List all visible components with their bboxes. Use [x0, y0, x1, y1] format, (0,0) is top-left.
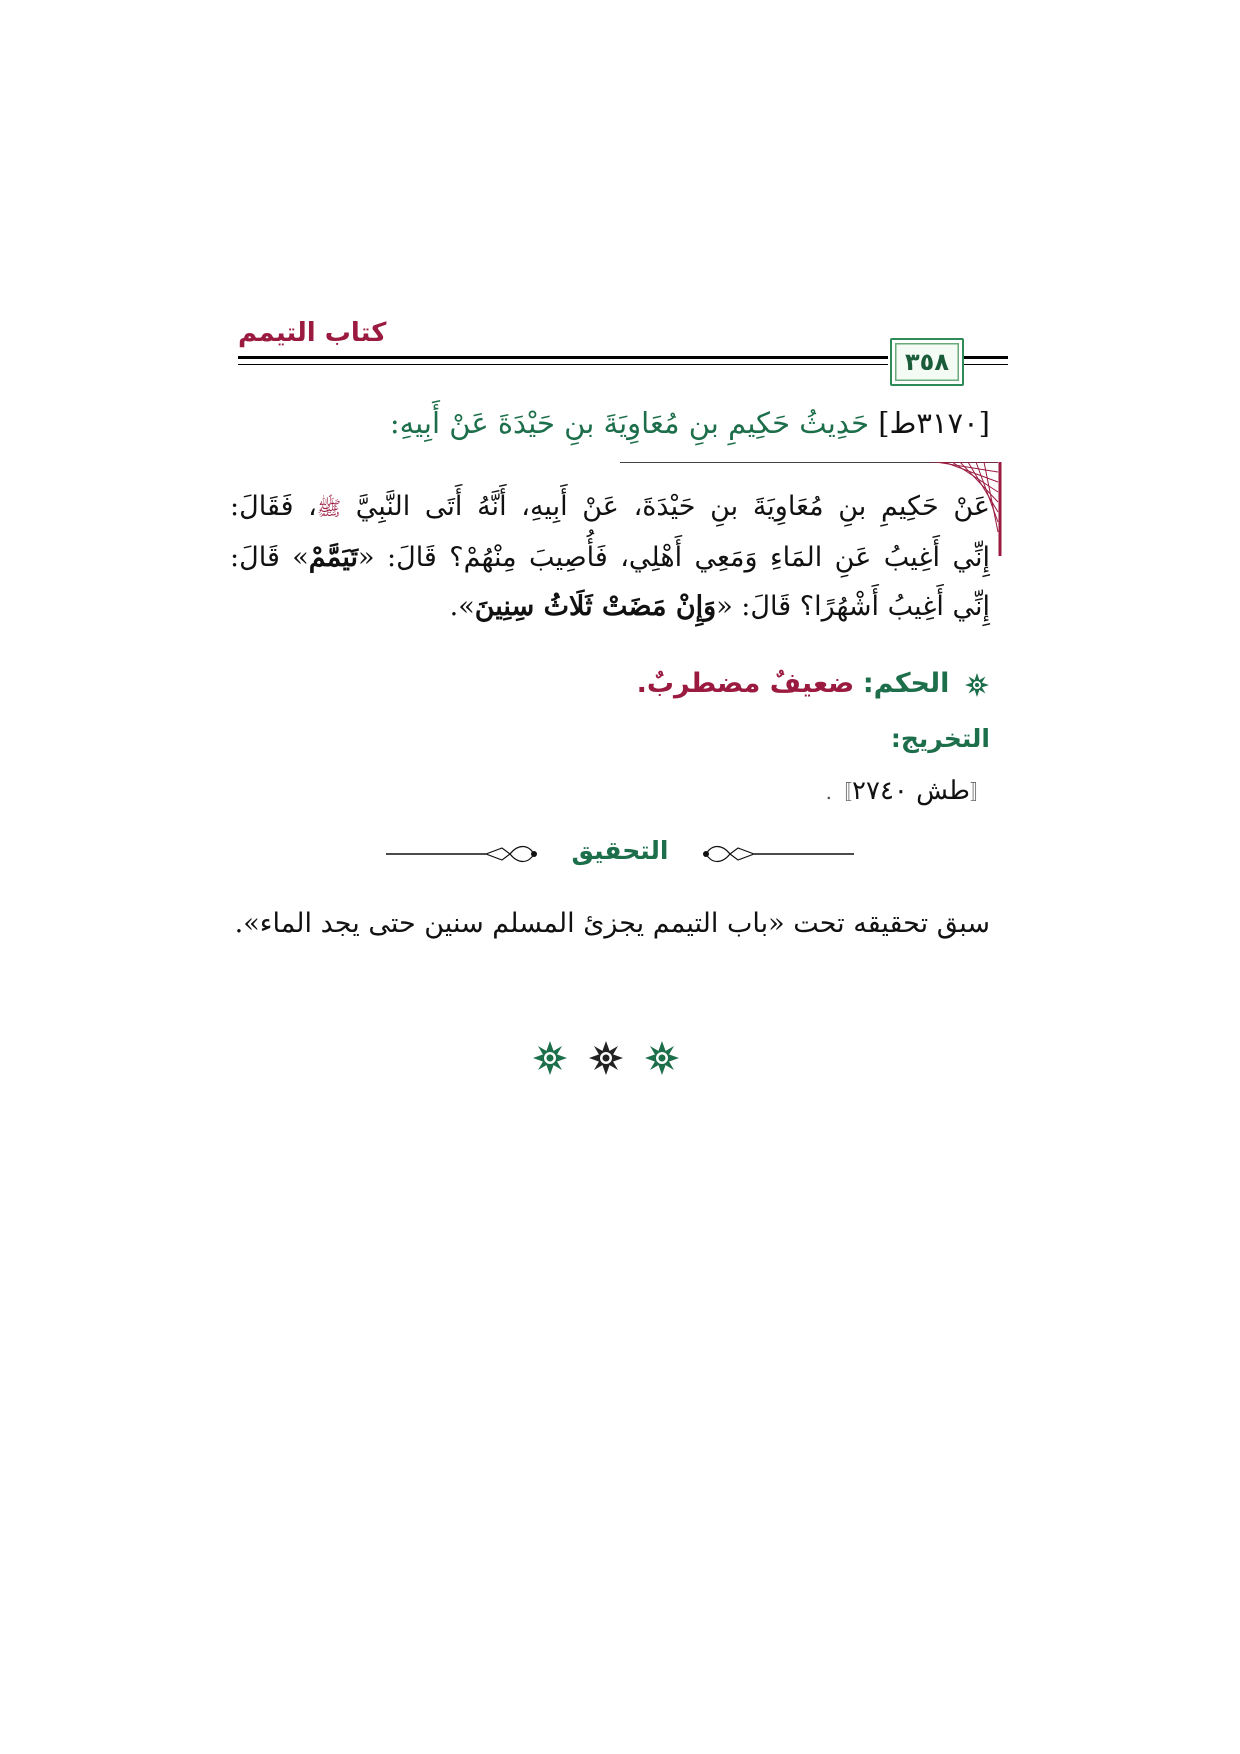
header-rule-bottom — [238, 364, 888, 365]
header-rule-top — [238, 356, 888, 359]
tahqiq-text: سبق تحقيقه تحت «باب التيمم يجزئ المسلم سنين حتى يجد الماء». — [234, 908, 990, 939]
hadith-line — [230, 582, 990, 631]
hadith-segment: ، فَقَالَ: — [230, 491, 317, 522]
hadith-segment: عَنْ حَكِيمِ بنِ مُعَاوِيَةَ بنِ حَيْدَةَ، عَنْ أَبِيهِ، أَنَّهُ أَتَى النَّبِيَّ — [341, 491, 990, 522]
prophet-speech: تَيَمَّمْ — [308, 542, 359, 573]
tahqiq-label: التحقيق — [571, 836, 669, 865]
hadith-segment: إِنِّي أَغِيبُ أَشْهُرًا؟ قَالَ: « — [716, 591, 990, 622]
prophet-speech: وَإِنْ مَضَتْ ثَلَاثُ سِنِينَ — [474, 591, 717, 622]
hadith-line — [230, 482, 990, 533]
hadith-title: حَدِيثُ حَكِيمِ بنِ مُعَاوِيَةَ بنِ حَيْدَةَ عَنْ أَبِيهِ: — [389, 406, 869, 440]
ornament-star-icon — [645, 1041, 679, 1075]
hadith-segment: » قَالَ: — [230, 542, 309, 573]
takhrij-source: طش ٢٧٤٠ — [852, 776, 970, 806]
header-rule-right-top — [964, 356, 1008, 359]
page-header — [238, 318, 1008, 386]
salutation-glyph: ﷺ — [316, 496, 342, 520]
page-number: ٣٥٨ — [905, 348, 949, 376]
ruling-line — [637, 668, 990, 699]
hadith-heading — [390, 406, 990, 440]
bracket-open: 〚 — [970, 780, 990, 804]
ornament-star-icon — [533, 1041, 567, 1075]
flower-bullet-icon — [964, 672, 990, 698]
hadith-text — [230, 482, 990, 631]
page-number-frame — [890, 338, 964, 386]
hadith-number: [٣١٧٠ط] — [878, 406, 990, 440]
book-title: كتاب التيمم — [238, 318, 387, 348]
ornament-star-icon — [589, 1041, 623, 1075]
ruling-label: الحكم: — [862, 668, 950, 699]
end-ornaments — [526, 1036, 686, 1080]
bracket-close: 〛. — [825, 780, 853, 804]
ruling-value: ضعيفٌ مضطربٌ. — [636, 668, 855, 699]
header-rule-right-bottom — [964, 364, 1008, 365]
tahqiq-divider — [386, 832, 854, 872]
hadith-line — [230, 533, 990, 582]
hadith-segment: إِنِّي أَغِيبُ عَنِ المَاءِ وَمَعِي أَهْلِي، فَأُصِيبَ مِنْهُمْ؟ قَالَ: « — [358, 542, 990, 573]
takhrij-label: التخريج: — [890, 724, 990, 753]
takhrij-reference — [826, 776, 990, 806]
hadith-segment: ». — [449, 591, 475, 622]
